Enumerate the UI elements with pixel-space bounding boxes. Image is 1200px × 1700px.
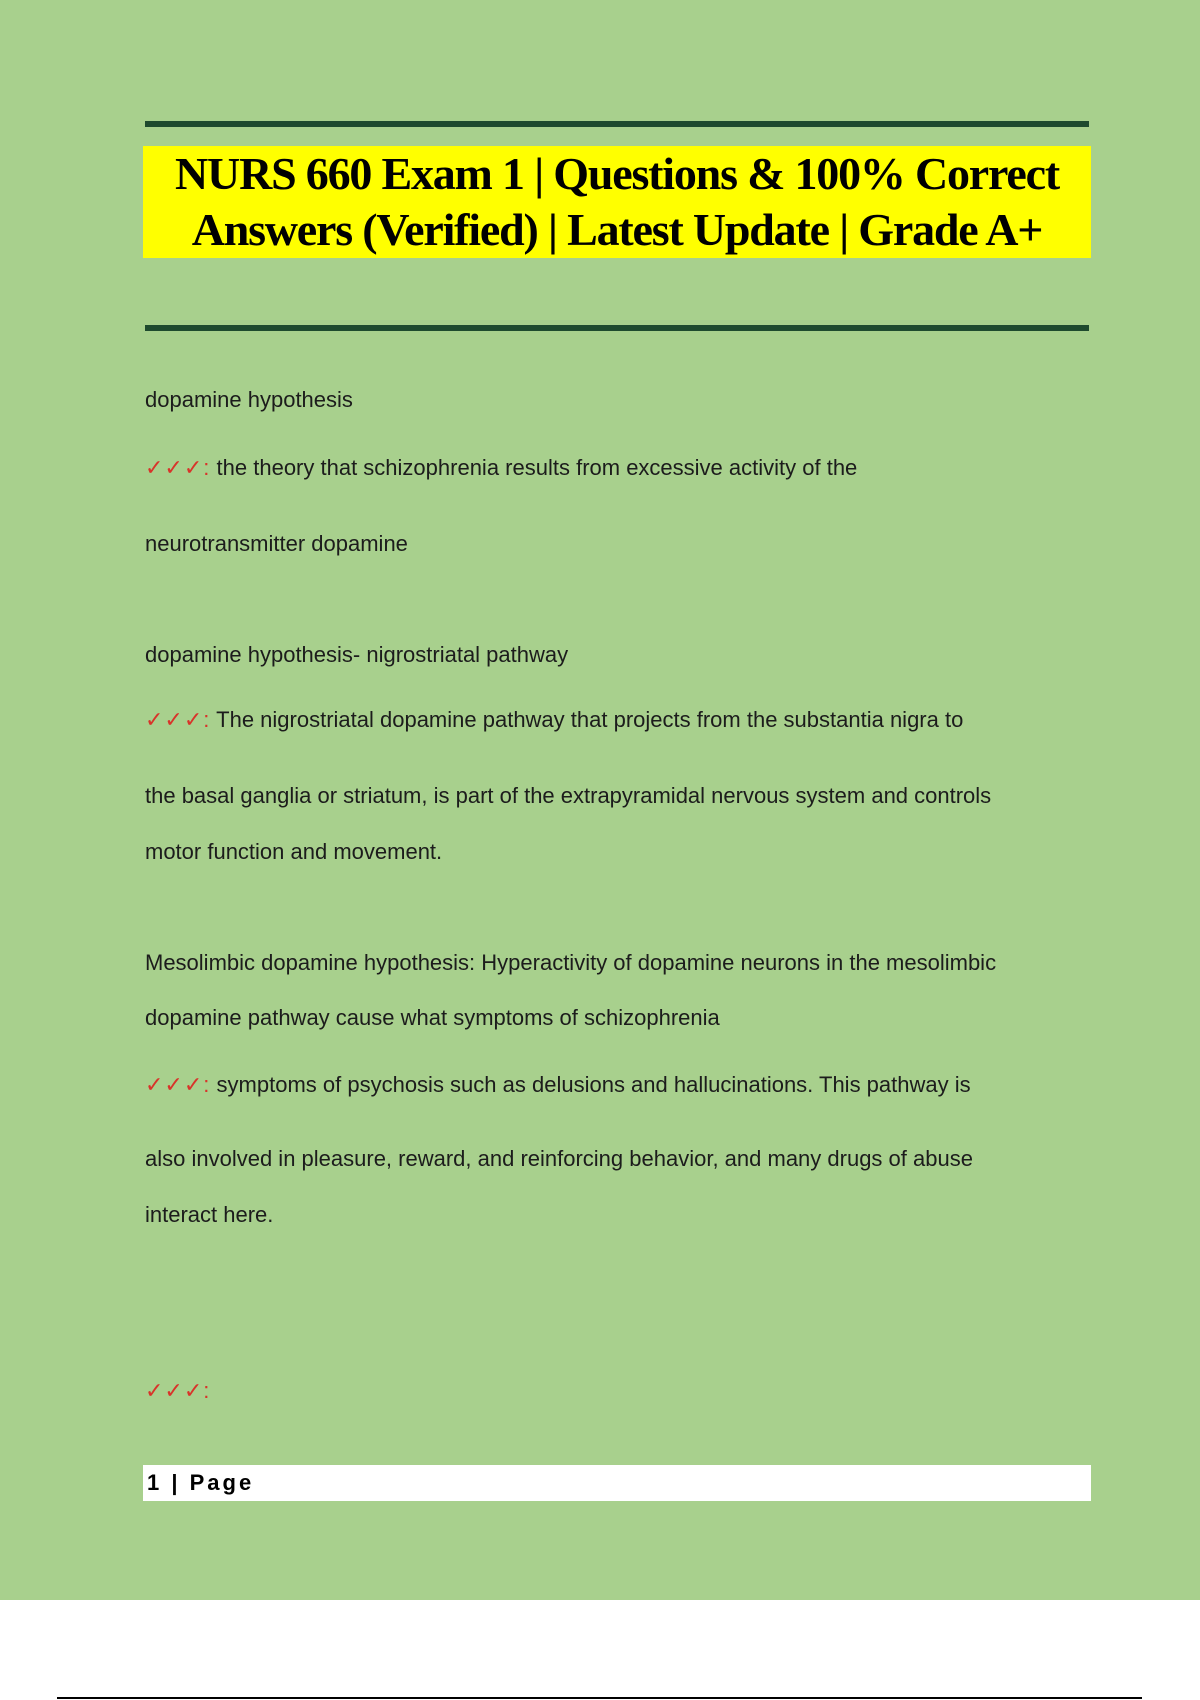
answer-1-line-2: neurotransmitter dopamine bbox=[145, 531, 408, 556]
question-3-line-1: Mesolimbic dopamine hypothesis: Hyperactivity of dopamine neurons in the mesolimbic bbox=[145, 950, 997, 975]
answer-3-text: symptoms of psychosis such as delusions and hallucinations. This pathway is bbox=[216, 1072, 971, 1097]
answer-3-line-2: also involved in pleasure, reward, and reinforcing behavior, and many drugs of abuse bbox=[145, 1146, 973, 1171]
answer-2-line-2: the basal ganglia or striatum, is part of the extrapyramidal nervous system and controls bbox=[145, 783, 992, 808]
checkmark-icon: ✓✓✓: bbox=[145, 1378, 211, 1403]
bottom-divider bbox=[145, 325, 1089, 331]
answer-3-line-1 bbox=[145, 1071, 971, 1099]
document-title bbox=[175, 146, 1059, 258]
title-line-2: Answers (Verified) | Latest Update | Grade A+ bbox=[191, 204, 1043, 255]
answer-2-text: The nigrostriatal dopamine pathway that projects from the substantia nigra to bbox=[216, 707, 964, 732]
checkmark-icon: ✓✓✓: bbox=[145, 1072, 211, 1097]
checkmark-icon: ✓✓✓: bbox=[145, 455, 211, 480]
page-separator bbox=[57, 1697, 1142, 1699]
title-line-1: NURS 660 Exam 1 | Questions & 100% Correct bbox=[175, 148, 1059, 199]
page-footer bbox=[143, 1465, 1091, 1501]
question-2: dopamine hypothesis- nigrostriatal pathway bbox=[145, 642, 569, 667]
answer-3-line-3: interact here. bbox=[145, 1202, 274, 1227]
top-divider bbox=[145, 121, 1089, 127]
question-1: dopamine hypothesis bbox=[145, 387, 353, 412]
trailing-answer-marker bbox=[145, 1377, 210, 1405]
page-number: 1 | Page bbox=[147, 1470, 255, 1495]
answer-2-line-3: motor function and movement. bbox=[145, 839, 443, 864]
answer-1-line-1 bbox=[145, 454, 857, 482]
checkmark-icon: ✓✓✓: bbox=[145, 707, 211, 732]
question-3-line-2: dopamine pathway cause what symptoms of schizophrenia bbox=[145, 1005, 720, 1030]
answer-1-text: the theory that schizophrenia results from excessive activity of the bbox=[216, 455, 858, 480]
answer-2-line-1 bbox=[145, 706, 963, 734]
title-banner bbox=[143, 146, 1091, 258]
